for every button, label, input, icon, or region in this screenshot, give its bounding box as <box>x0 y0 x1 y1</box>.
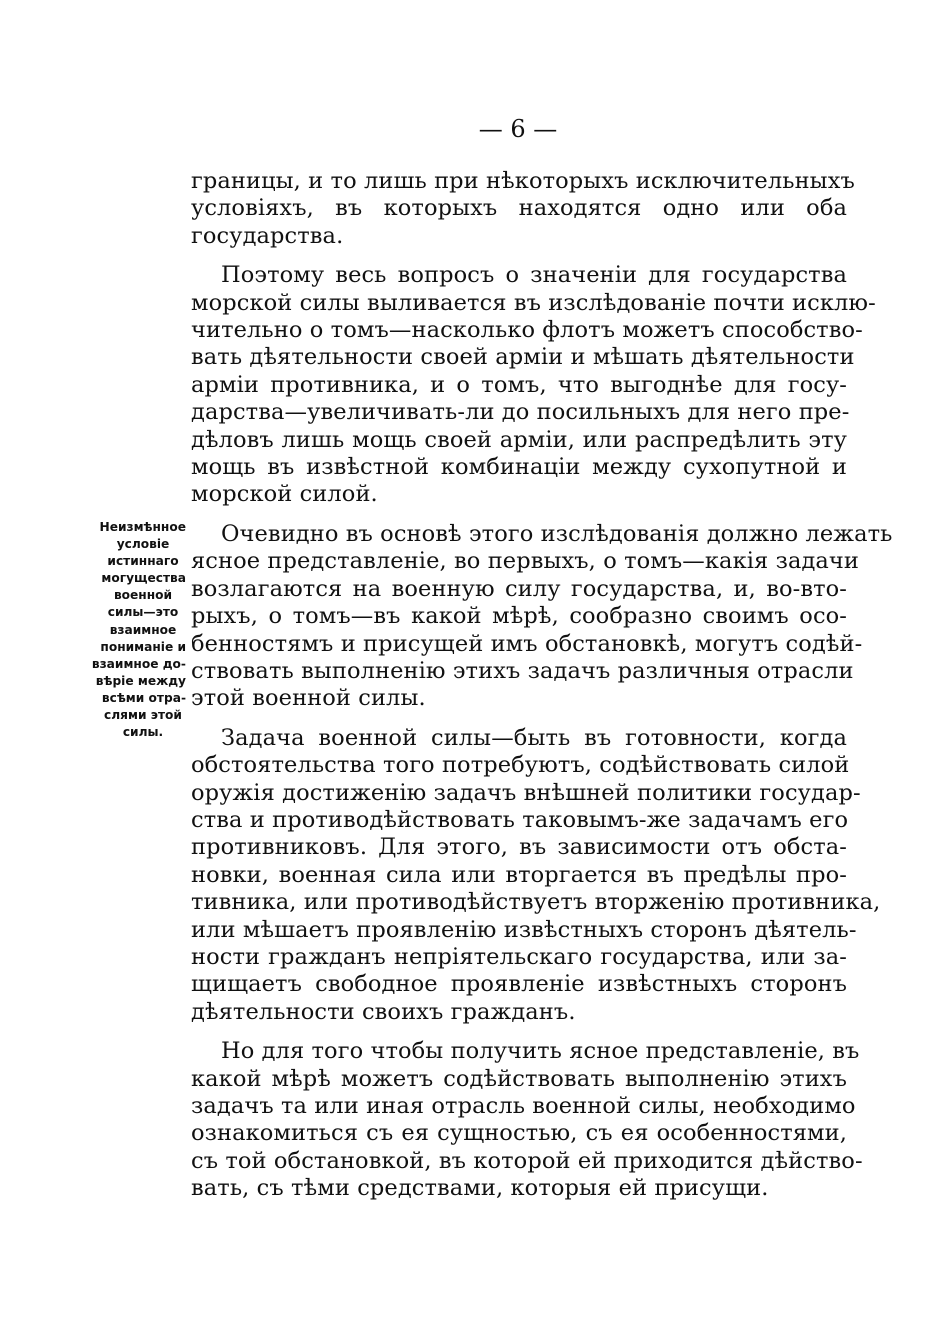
text-line: дѣятельности своихъ гражданъ. <box>191 998 576 1025</box>
text-line: съ той обстановкой, въ которой ей приходится дѣйство- <box>191 1147 863 1174</box>
text-line: ности гражданъ непріятельскаго государства, или за- <box>191 943 847 970</box>
body-text <box>191 168 893 1215</box>
paragraph <box>191 724 881 1026</box>
text-line: ствовать выполненію этихъ задачъ различныя отрасли <box>191 657 854 684</box>
margin-note-line: пониманіе и <box>100 639 186 654</box>
text-line: новки, военная сила или вторгается въ предѣлы про- <box>191 861 847 888</box>
text-line: дѣловъ лишь мощь своей арміи, или распредѣлить эту <box>191 426 847 453</box>
text-line: морской силой. <box>191 481 378 508</box>
text-line: Поэтому весь вопросъ о значеніи для государства <box>221 262 847 289</box>
paragraph <box>191 168 855 250</box>
text-line: какой мѣрѣ можетъ содѣйствовать выполненію этихъ <box>191 1065 847 1092</box>
margin-note-line: всѣми отра- <box>101 690 186 705</box>
margin-note-line: взаимное <box>109 622 177 637</box>
text-line: Задача военной силы—быть въ готовности, когда <box>221 724 847 751</box>
text-line: вать дѣятельности своей арміи и мѣшать дѣятельности <box>191 344 855 371</box>
margin-note-line: Неизмѣнное <box>99 520 186 534</box>
paragraph <box>191 262 876 509</box>
paragraph <box>191 520 893 713</box>
text-line: арміи противника, и о томъ, что выгоднѣе для госу- <box>191 371 847 398</box>
text-line: задачъ та или иная отрасль военной силы, необходимо <box>191 1093 856 1119</box>
page-number: — 6 — <box>478 115 558 143</box>
text-line: оружія достиженію задачъ внѣшней политики государ- <box>191 779 861 806</box>
text-line: дарства—увеличивать-ли до посильныхъ для него пре- <box>191 399 850 426</box>
margin-note-line: силы. <box>122 725 164 740</box>
text-line: бенностямъ и присущей имъ обстановкѣ, могутъ содѣй- <box>191 630 863 657</box>
text-line: этой военной силы. <box>191 685 426 712</box>
margin-note-line: вѣріе между <box>95 673 186 688</box>
text-line: рыхъ, о томъ—въ какой мѣрѣ, сообразно своимъ осо- <box>191 603 847 630</box>
margin-note-line: истиннаго <box>107 554 179 569</box>
margin-note <box>80 519 186 741</box>
text-line: вать, съ тѣми средствами, которыя ей присущи. <box>191 1175 769 1202</box>
text-line: государства. <box>191 222 344 249</box>
margin-note-line: военной <box>113 588 173 603</box>
margin-note-line: условіе <box>116 537 170 552</box>
text-line: противниковъ. Для этого, въ зависимости отъ обста- <box>191 834 847 861</box>
text-line: обстоятельства того потребуютъ, содѣйствовать силой <box>191 752 850 779</box>
text-line: ясное представленіе, во первыхъ, о томъ—какія задачи <box>191 548 860 575</box>
margin-note-line: силы—это <box>107 605 179 620</box>
text-line: границы, и то лишь при нѣкоторыхъ исключительныхъ <box>191 168 855 194</box>
text-line: щищаетъ свободное проявленіе извѣстныхъ сторонъ <box>191 971 847 998</box>
text-line: ознакомиться съ ея сущностью, съ ея особенностями, <box>191 1120 847 1147</box>
text-line: тивника, или противодѣйствуетъ вторженію противника, <box>191 889 881 916</box>
margin-note-line: могущества <box>101 571 186 586</box>
text-line: или мѣшаетъ проявленію извѣстныхъ сторонъ дѣятель- <box>191 916 857 943</box>
text-line: ства и противодѣйствовать таковымъ-же задачамъ его <box>191 806 849 833</box>
paragraph <box>191 1038 863 1202</box>
text-line: чительно о томъ—насколько флотъ можетъ способство- <box>191 317 863 344</box>
margin-note-line: слями этой <box>104 708 182 723</box>
margin-note-line: взаимное до- <box>91 656 186 671</box>
text-line: морской силы выливается въ изслѣдованіе почти исклю- <box>191 289 876 316</box>
text-line: условіяхъ, въ которыхъ находятся одно или оба <box>191 195 847 222</box>
text-line: Но для того чтобы получить ясное представленіе, въ <box>221 1038 860 1065</box>
text-line: возлагаются на военную силу государства, и, во-вто- <box>191 575 847 602</box>
text-line: мощь въ извѣстной комбинаціи между сухопутной и <box>191 454 847 481</box>
text-line: Очевидно въ основѣ этого изслѣдованія должно лежать <box>221 520 893 547</box>
